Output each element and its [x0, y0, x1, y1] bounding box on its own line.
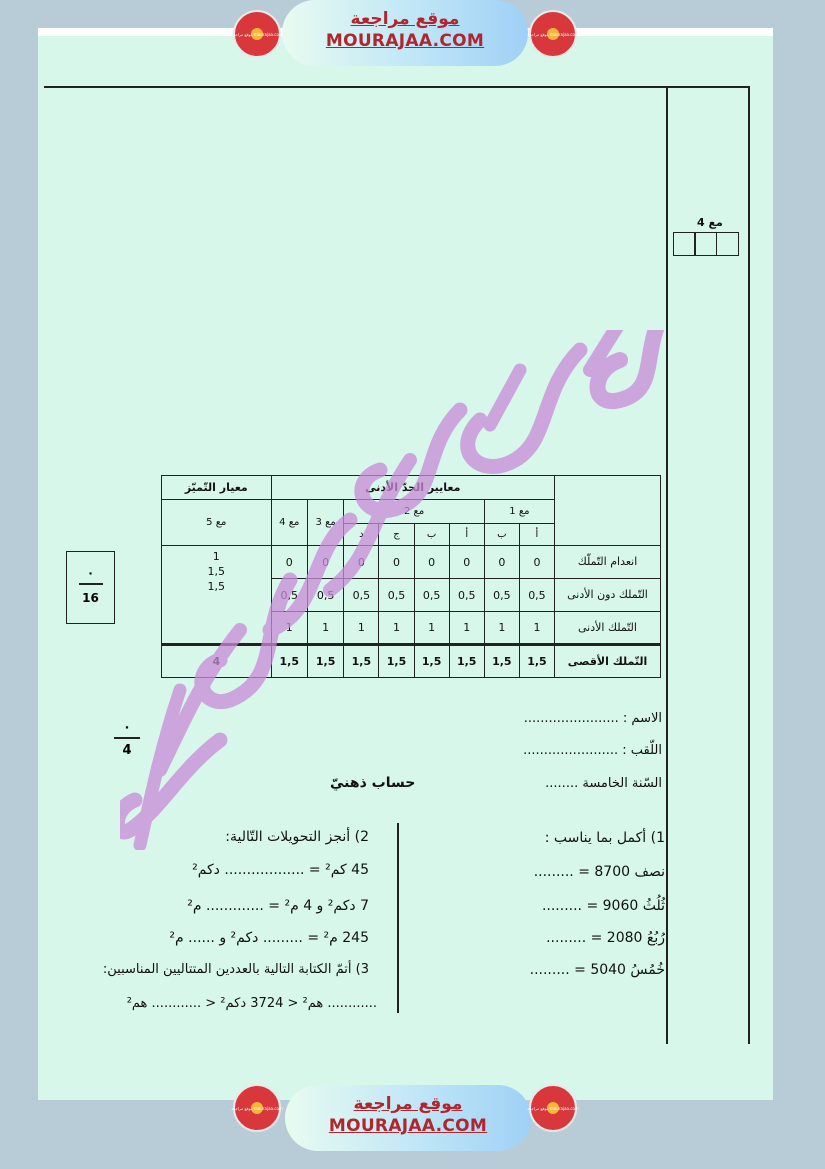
- min-criteria-header: معايير الحدّ الأدنى: [271, 476, 554, 500]
- exercise-2-item[interactable]: 45 كم² = .................. دكم²: [192, 862, 369, 878]
- letter-cell: ب: [484, 524, 519, 546]
- score-cell: 0,5: [484, 579, 519, 612]
- site-logo-icon: موقع مراجعة mourajaa.com: [233, 10, 281, 58]
- site-name-en[interactable]: MOURAJAA.COM: [325, 31, 485, 51]
- score-box-cell[interactable]: [673, 232, 696, 256]
- score-cell: 0,5: [519, 579, 554, 612]
- part-score: [112, 720, 142, 758]
- criterion-label: مع 4: [697, 216, 723, 229]
- surname-field[interactable]: اللّقب : .......................: [523, 743, 662, 758]
- site-logo-icon: موقع مراجعة mourajaa.com: [529, 1084, 577, 1132]
- score-cell: 1,5: [449, 645, 484, 678]
- exercise-1-item[interactable]: خُمُسُ 5040 = .........: [529, 962, 665, 978]
- score-cell: 1: [449, 612, 484, 645]
- score-cell: 1,5: [519, 645, 554, 678]
- row-label: التّملك دون الأدنى: [555, 579, 661, 612]
- row-label: التّملك الأقصى: [555, 645, 661, 678]
- score-cell: 1,5: [414, 645, 449, 678]
- exercise-3-title: 3) أتمّ الكتابة التالية بالعددين المتتاليين المناسبين:: [102, 962, 369, 977]
- score-cell: 0,5: [271, 579, 307, 612]
- site-name-en[interactable]: MOURAJAA.COM: [328, 1116, 488, 1136]
- letter-cell: ب: [414, 524, 449, 546]
- exercise-1-item[interactable]: ثُلُثُ 9060 = .........: [541, 898, 665, 914]
- site-name-ar[interactable]: موقع مراجعة: [350, 9, 460, 29]
- score-cell: 1: [271, 612, 307, 645]
- site-banner-bottom[interactable]: [285, 1085, 531, 1151]
- exercise-1-item[interactable]: نصف 8700 = .........: [533, 864, 665, 880]
- score-cell: 1,5: [307, 645, 343, 678]
- frame-top-line: [44, 86, 750, 88]
- score-cell: 0: [307, 546, 343, 579]
- score-cell: 0,5: [307, 579, 343, 612]
- exercise-2-item[interactable]: 245 م² = ......... دكم² و ...... م²: [169, 930, 369, 946]
- letter-cell: ج: [379, 524, 414, 546]
- frame-margin-line: [666, 86, 668, 1044]
- criterion-4: مع 4: [271, 500, 307, 546]
- score-cell: 0,5: [344, 579, 379, 612]
- part-score-numerator: ٠: [123, 720, 131, 735]
- score-cell: 0: [519, 546, 554, 579]
- criterion-score-boxes: [674, 232, 739, 256]
- exercise-1-item[interactable]: رُبُعُ 2080 = .........: [546, 930, 665, 946]
- score-cell: 1: [519, 612, 554, 645]
- exercise-2-item[interactable]: 7 دكم² و 4 م² = ............. م²: [187, 898, 369, 914]
- score-cell: 1,5: [344, 645, 379, 678]
- part-score-denominator: 4: [122, 742, 132, 758]
- fraction-bar: [114, 737, 140, 739]
- letter-cell: أ: [519, 524, 554, 546]
- row-label: التّملك الأدنى: [555, 612, 661, 645]
- criterion-1: مع 1: [484, 500, 554, 524]
- score-cell: 0: [271, 546, 307, 579]
- score-cell: 0,5: [449, 579, 484, 612]
- score-cell: 1,5: [271, 645, 307, 678]
- letter-cell: أ: [449, 524, 484, 546]
- column-separator: [397, 823, 399, 1013]
- criterion-2: مع 2: [344, 500, 484, 524]
- exercise-2-title: 2) أنجز التحويلات التّالية:: [225, 829, 369, 845]
- score-cell: 0,5: [379, 579, 414, 612]
- row-label: انعدام التّملّك: [555, 546, 661, 579]
- fraction-bar: [79, 583, 103, 585]
- score-cell: 1,5: [484, 645, 519, 678]
- total-score-numerator: ٠: [86, 566, 95, 580]
- score-cell: 0: [414, 546, 449, 579]
- class-field[interactable]: السّنة الخامسة ........: [545, 776, 662, 791]
- score-box-cell[interactable]: [694, 232, 717, 256]
- excellence-header: معيار التّميّز: [162, 476, 272, 500]
- score-cell: 1: [414, 612, 449, 645]
- letter-cell: د: [344, 524, 379, 546]
- excellence-value: 1,5: [207, 579, 226, 593]
- criterion-5: مع 5: [162, 500, 272, 546]
- excellence-value: 1: [212, 550, 220, 564]
- score-cell: 0: [449, 546, 484, 579]
- total-score-denominator: 16: [82, 590, 99, 605]
- subject-title: حساب ذهنيّ: [330, 775, 416, 791]
- excellence-value: 1,5: [207, 565, 226, 579]
- excellence-value: 4: [162, 645, 272, 678]
- total-score-box[interactable]: [66, 551, 115, 624]
- score-cell: 0: [484, 546, 519, 579]
- grading-table: [161, 475, 661, 678]
- frame-right-line: [748, 86, 750, 1044]
- site-banner-top[interactable]: [282, 0, 528, 66]
- score-cell: 1: [307, 612, 343, 645]
- exercise-1-title: 1) أكمل بما يناسب :: [544, 830, 665, 846]
- score-cell: 1,5: [379, 645, 414, 678]
- score-cell: 0,5: [414, 579, 449, 612]
- excellence-cell: [162, 546, 272, 645]
- exercise-3-line[interactable]: ............ هم² < 3724 دكم² < ............ هم²: [126, 996, 377, 1011]
- score-cell: 1: [379, 612, 414, 645]
- score-cell: 0: [344, 546, 379, 579]
- score-box-cell[interactable]: [716, 232, 739, 256]
- name-field[interactable]: الاسم : .......................: [523, 711, 662, 726]
- score-cell: 1: [484, 612, 519, 645]
- site-logo-icon: موقع مراجعة mourajaa.com: [529, 10, 577, 58]
- site-logo-icon: موقع مراجعة mourajaa.com: [233, 1084, 281, 1132]
- site-name-ar[interactable]: موقع مراجعة: [353, 1094, 463, 1114]
- score-cell: 0: [379, 546, 414, 579]
- table-corner: [555, 476, 661, 546]
- criterion-3: مع 3: [307, 500, 343, 546]
- score-cell: 1: [344, 612, 379, 645]
